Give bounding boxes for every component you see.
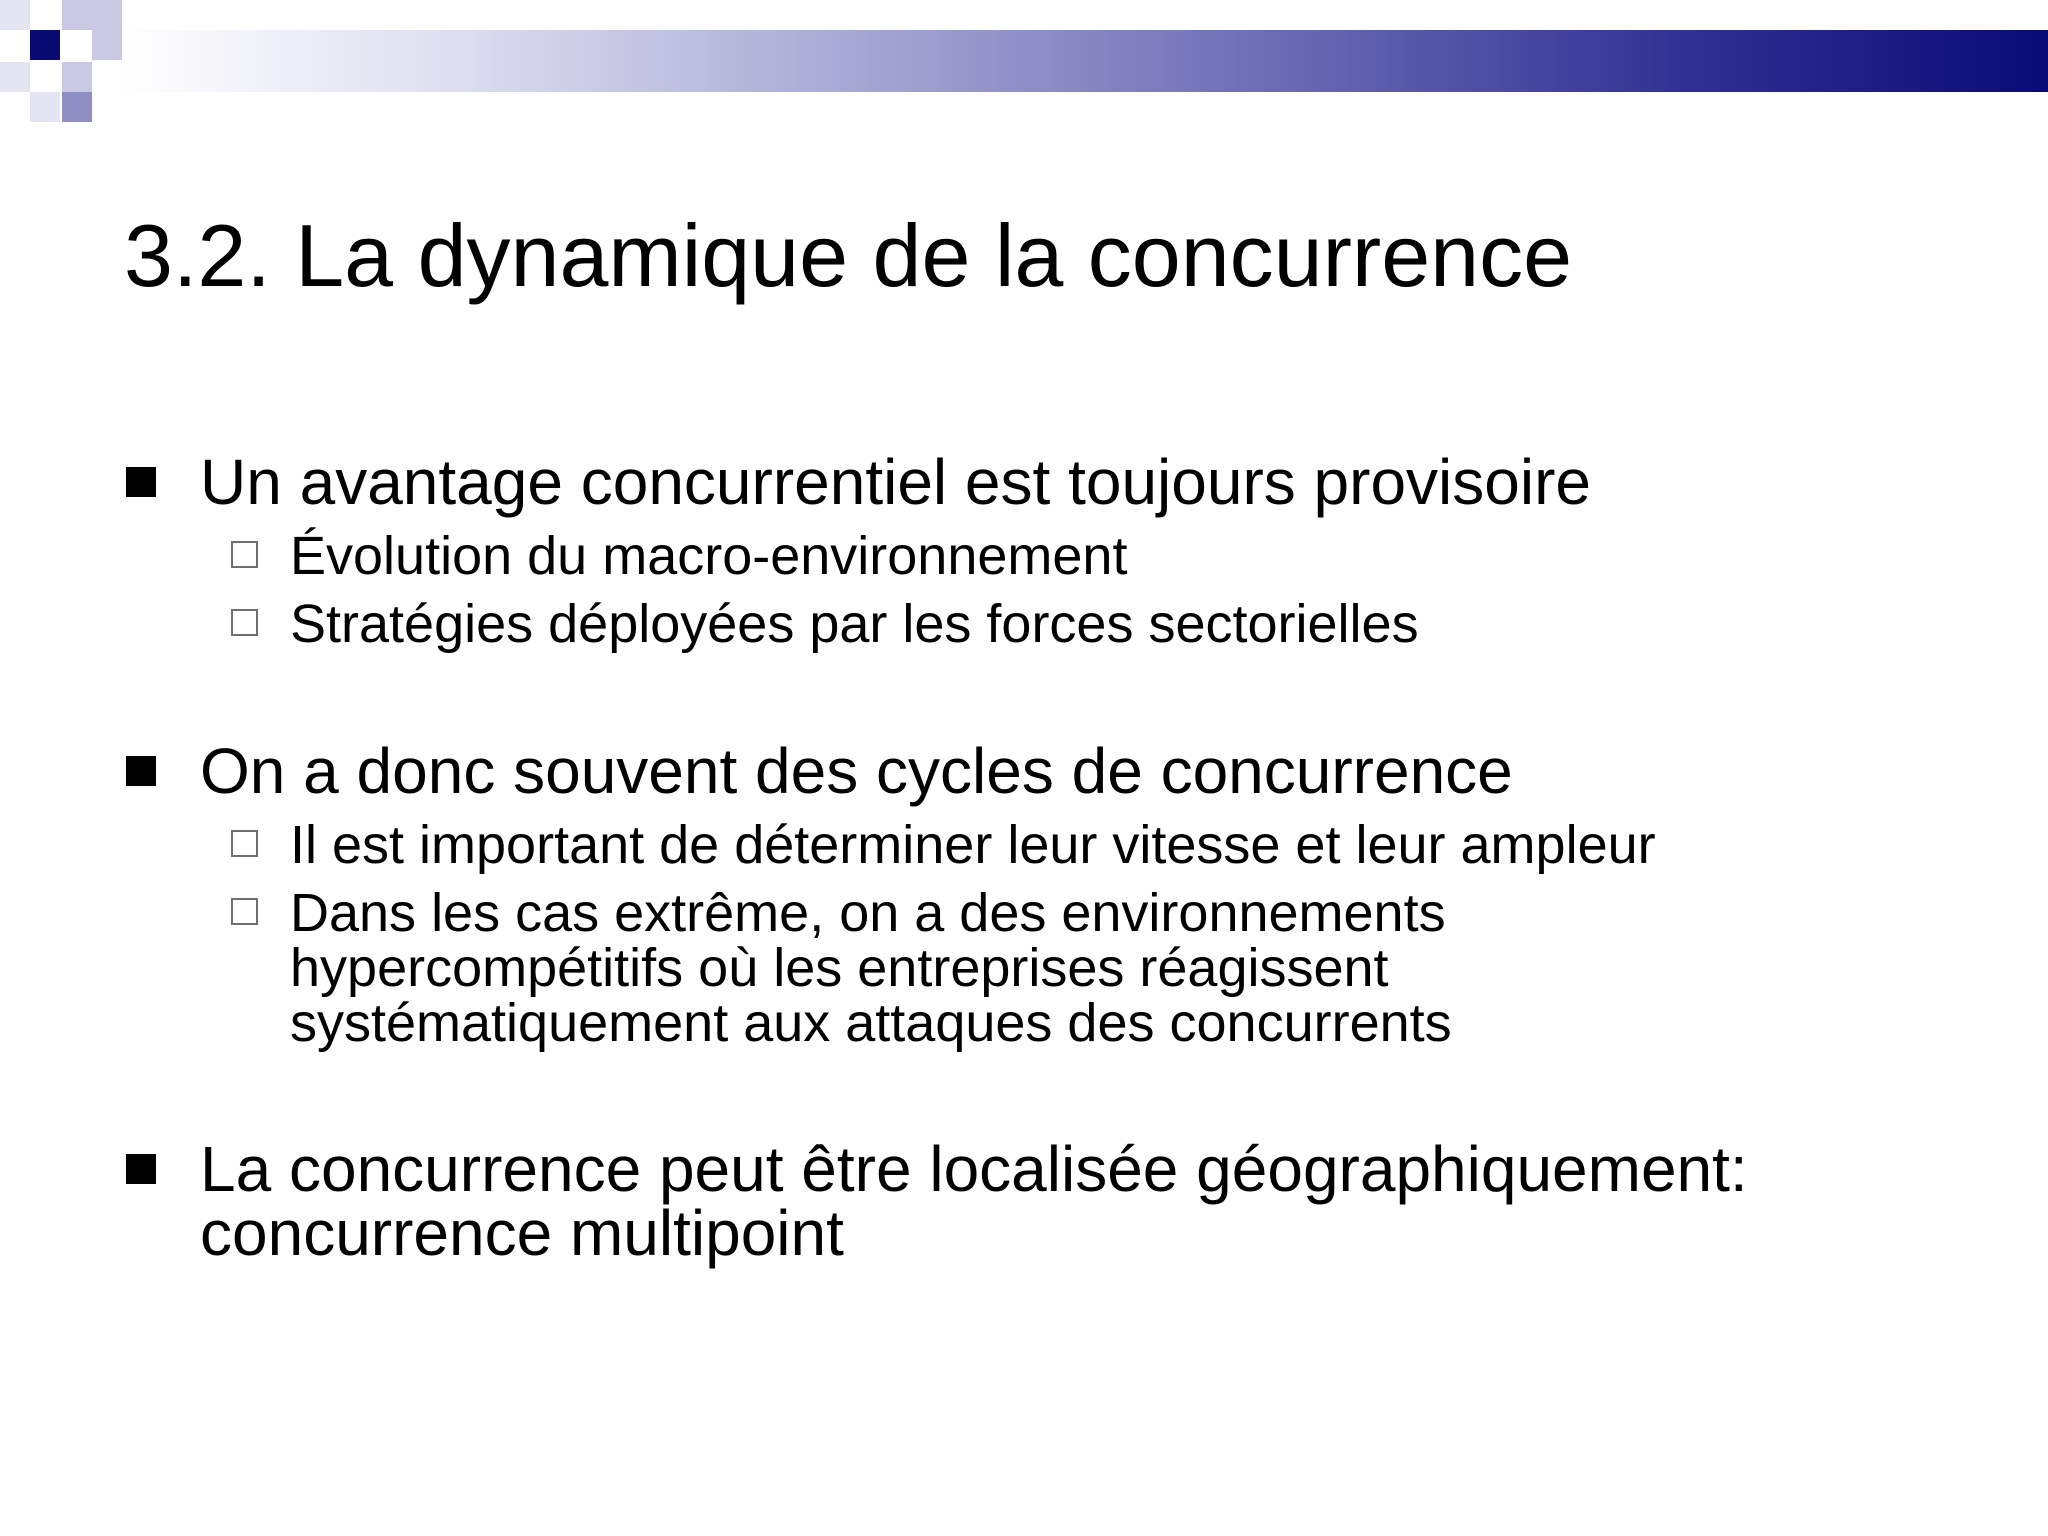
deco-square: [30, 92, 60, 122]
sub-bullet-text: Il est important de déterminer leur vitesse et leur ampleur: [290, 815, 1656, 875]
deco-square: [92, 0, 122, 30]
bullet-text: La concurrence peut être localisée géographiquement:: [200, 1133, 1748, 1205]
bullet-text: On a donc souvent des cycles de concurrence: [200, 735, 1513, 807]
hollow-square-bullet-icon: [231, 609, 258, 636]
bullet-text: Un avantage concurrentiel est toujours provisoire: [200, 446, 1591, 518]
sub-bullet-text: Évolution du macro-environnement: [290, 526, 1128, 586]
sub-bullet-text: Dans les cas extrême, on a des environnements: [290, 883, 1446, 943]
deco-square: [0, 0, 30, 30]
square-bullet-icon: [126, 1154, 156, 1184]
deco-square: [62, 62, 92, 92]
deco-square: [62, 0, 92, 30]
sub-bullet-text-continued: hypercompétitifs où les entreprises réagissent: [290, 938, 1389, 998]
slide-title: 3.2. La dynamique de la concurrence: [124, 206, 1573, 305]
deco-square: [30, 30, 60, 60]
sub-bullet-text-continued: systématiquement aux attaques des concurrents: [290, 993, 1452, 1053]
sub-bullet-text: Stratégies déployées par les forces sectorielles: [290, 594, 1419, 654]
deco-square: [0, 62, 30, 92]
hollow-square-bullet-icon: [231, 830, 258, 857]
square-bullet-icon: [126, 467, 156, 497]
deco-square: [62, 92, 92, 122]
header-gradient-band: [122, 30, 2048, 92]
bullet-text-continued: concurrence multipoint: [200, 1197, 844, 1269]
square-bullet-icon: [126, 756, 156, 786]
hollow-square-bullet-icon: [231, 898, 258, 925]
deco-square: [92, 30, 122, 60]
hollow-square-bullet-icon: [231, 541, 258, 568]
